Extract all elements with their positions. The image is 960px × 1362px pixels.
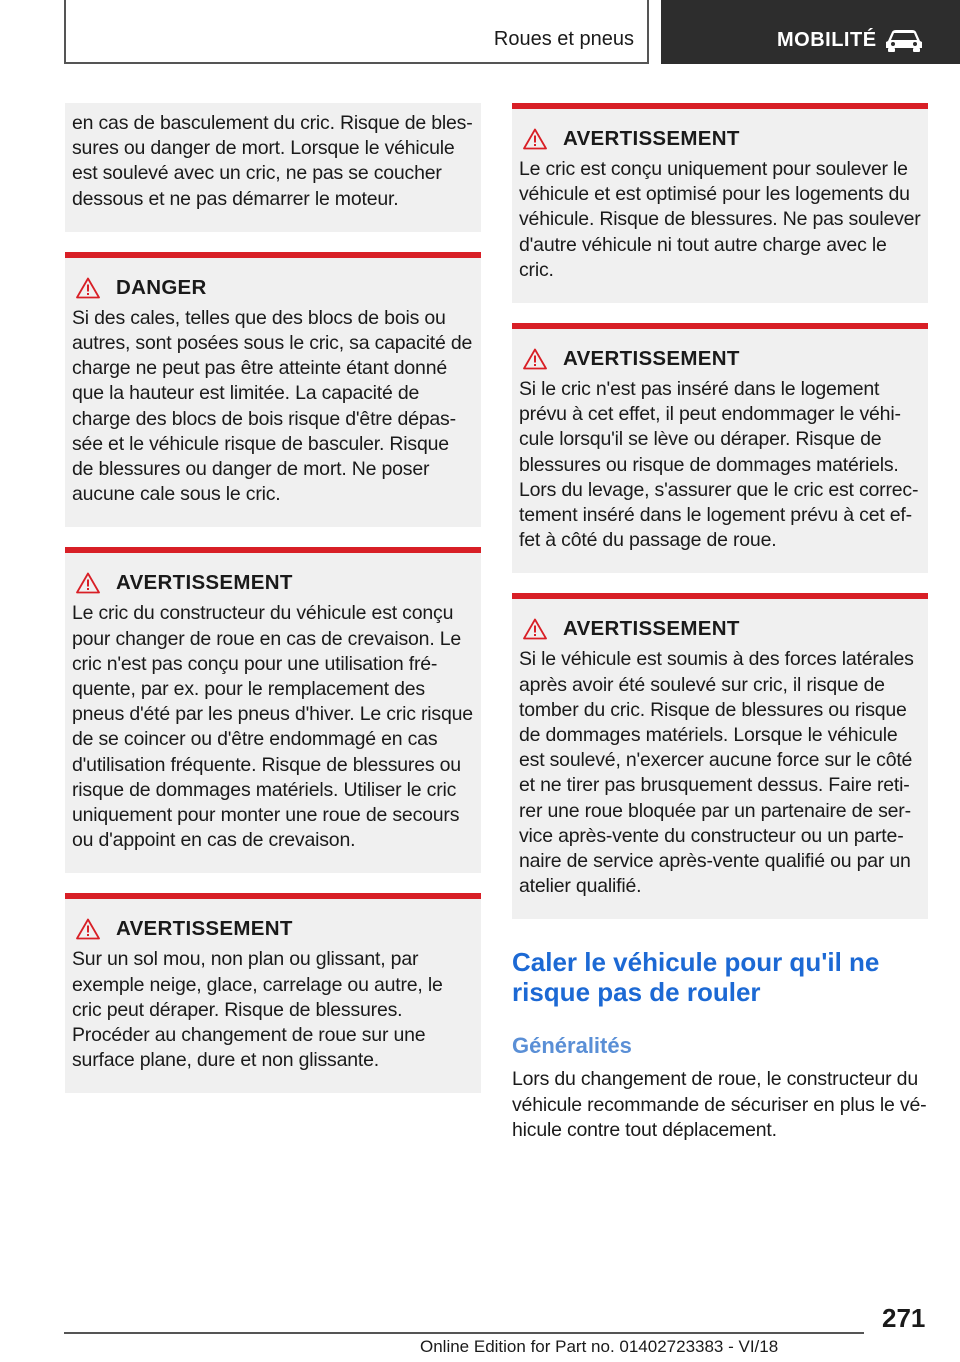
warning-triangle-icon [76, 572, 100, 594]
warning-box-text: Le cric du constructeur du véhicule est conçu pour changer de roue en cas de crevaison. Le cric n'est pas conçu pour une utilisation fréquente, par ex. pour le remplacement des pneus d'été par les pneus d'hiver. Le cric risque de se coincer ou d'être endommagé en cas d'utilisation fréquente. Risque de blessures ou risque de dommages matériels. Utiliser le cric uniquement pour monter une roue de secours ou d'appoint en cas de crevaison. [72, 602, 473, 852]
header-bottom-rule [64, 62, 648, 64]
warning-box-title [519, 347, 921, 371]
header-section-title: Roues et pneus [493, 28, 634, 50]
danger-box-heading: DANGER [116, 275, 207, 299]
warning-triangle-icon [523, 128, 547, 150]
warning-box [65, 893, 481, 1093]
footer-edition-text: Online Edition for Part no. 01402723383 - VI/18 [420, 1337, 779, 1356]
right-column [512, 103, 928, 1143]
danger-box-title [72, 276, 474, 300]
continued-warning-box [65, 103, 481, 232]
header-separator [647, 0, 649, 64]
warning-box-heading: AVERTISSEMENT [116, 917, 293, 941]
danger-box [65, 252, 481, 528]
header-chapter-title: MOBILITÉ [777, 29, 877, 51]
warning-box-heading: AVERTISSEMENT [563, 347, 740, 371]
warning-box [512, 323, 928, 573]
car-icon [884, 27, 924, 53]
warning-triangle-icon [523, 348, 547, 370]
warning-box-heading: AVERTISSEMENT [563, 617, 740, 641]
body-paragraph: Lors du changement de roue, le constructeur du véhicule recommande de sécuriser en plus le véhicule contre tout déplacement. [512, 1068, 927, 1141]
warning-box-text: Sur un sol mou, non plan ou glissant, par exemple neige, glace, carrelage ou autre, le cric peut déraper. Risque de blessures. Procéder au changement de roue sur une surface plane, dure et non glissante. [72, 948, 443, 1072]
warning-box [512, 103, 928, 303]
footer-rule [64, 1332, 864, 1334]
warning-box-text: Le cric est conçu uniquement pour soulever le véhicule et est optimisé pour les logements du véhicule. Risque de blessures. Ne pas soulever d'autre véhicule ni tout autre charge avec le cric. [519, 158, 921, 281]
warning-box-heading: AVERTISSEMENT [116, 571, 293, 595]
warning-box [65, 547, 481, 873]
page-number: 271 [882, 1303, 926, 1333]
warning-box-text: Si le cric n'est pas inséré dans le logement prévu à cet effet, il peut endommager le véhicule lorsqu'il se lève ou déraper. Risque de blessures ou risque de dommages matériels. Lors du levage, s'assurer que le cric est correctement inséré dans le logement prévu à cet effet à côté du passage de roue. [519, 378, 919, 552]
warning-box-title [519, 127, 921, 151]
danger-box-text: Si des cales, telles que des blocs de bois ou autres, sont posées sous le cric, sa capacité de charge ne peut pas être atteinte étant donné que la hauteur est limitée. La capacité de charge des blocs de bois risque d'être dépassée et le véhicule risque de basculer. Risque de blessures ou danger de mort. Ne poser aucune cale sous le cric. [72, 306, 473, 506]
warning-triangle-icon [76, 277, 100, 299]
warning-box-title [72, 917, 474, 941]
warning-triangle-icon [523, 618, 547, 640]
warning-triangle-icon [76, 918, 100, 940]
warning-box-title [519, 617, 921, 641]
warning-box-heading: AVERTISSEMENT [563, 127, 740, 150]
continued-warning-text: en cas de basculement du cric. Risque de blessures ou danger de mort. Lorsque le véhicule est soulevé avec un cric, ne pas se coucher dessous et ne pas démarrer le moteur. [72, 112, 473, 210]
header-left-rule [64, 0, 66, 64]
warning-box [512, 593, 928, 919]
subsection-heading: Généralités [512, 1033, 632, 1059]
warning-box-title [72, 571, 474, 595]
section-heading: Caler le véhicule pour qu'il ne risque pas de rouler [512, 947, 880, 1008]
left-column [65, 103, 481, 1093]
warning-box-text: Si le véhicule est soumis à des forces latérales après avoir été soulevé sur cric, il risque de tomber du cric. Risque de blessures ou risque de dommages matériels. Lorsque le véhicule est soulevé, n'exercer aucune force sur le côté et ne tirer pas brusquement dessus. Faire retirer une roue bloquée par un partenaire de service après-vente du constructeur ou un partenaire de service après-vente qualifié ou par un atelier qualifié. [519, 648, 914, 898]
